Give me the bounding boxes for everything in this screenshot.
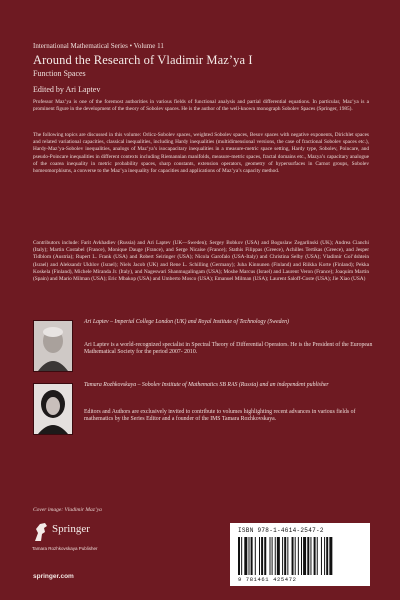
editor-bio: Ari Laptev is a world-recognized specialist in Spectral Theory of Differential Operators. He is the President of the European Mathematical Society for the period 2007- 2010. [84, 342, 373, 356]
contributors-paragraph: Contributors include: Farit Avkhadiev (Russia) and Ari Laptev (UK—Sweden); Sergey Bobkov (USA) and Boguslaw Zegarlinski (UK); Andrea Cianchi (Italy); Martin Costabel (France), Monique Dauge (France), and Serge Nicaise (France); Stathis Filippas (Greece), Achilles Tertikas (Greece), and Jesper Tidblom (Austria); Rupert L. Frank (USA) and Robert Seiringer (USA); Nicola Garofalo (USA-Italy) and Christina Selby (USA); Vladimir Gol’dshtein (Israel) and Aleksandr Ukhlov (Israel); Niels Jacob (UK) and Rene L. Schilling (Germany); Juha Kinnunen (Finland) and Riikka Korte (Finland); Pekka Koskela (Finland), Michele Miranda Jr. (Italy), and Nageswari Shanmugalingam (USA); Moshe Marcus (Israel) and Laurent Veron (France); Joaquim Martin (Spain) and Mario Milman (USA); Eric Mbakop (USA) and Umberto Mosco (USA); Emanuel Milman (USA); Laurent Saloff-Coste (USA); Jie Xiao (USA) [33, 240, 369, 283]
springer-horse-icon [32, 521, 50, 543]
edited-by: Edited by Ari Laptev [33, 85, 101, 94]
barcode-box [230, 523, 370, 586]
intro-paragraph: Professor Maz’ya is one of the foremost authorities in various fields of functional analysis and partial differential equations. In particular, Maz’ya is a prominent figure in the development of the theory of Sobolev spaces. He is the author of the well-known monograph Sobolev Spaces (Springer, 1985). [33, 99, 369, 113]
publisher-heading: Tamara Rozhkovskaya – Sobolev Institute of Mathematics SB RAS (Russia) and an independent publisher [84, 382, 329, 388]
series-line: International Mathematical Series • Volume 11 [33, 42, 164, 50]
editor-heading: Ari Laptev – Imperial College London (UK) and Royal Institute of Technology (Sweden) [84, 319, 289, 325]
publisher-photo [33, 383, 73, 435]
book-title: Around the Research of Vladimir Maz’ya I [33, 53, 253, 67]
topics-paragraph: The following topics are discussed in this volume: Orlicz-Sobolev spaces, weighted Sobolev spaces, Besov spaces with negative exponents, Dirichlet spaces and related variational capacities, classical inequalities, including Hardy inequalities (multidimensional versions, the case of fractional Sobolev spaces etc.), Hardy-Maz’ya-Sobolev inequalities, analogs of Maz’ya’s isocapacitary inequalities in a measure-metric space setting, Hardy type, Sobolev, Poincare, and pseudo-Poincare inequalities in different contexts including Riemannian manifolds, measure-metric spaces, fractal domains etc., Mazya’s capacitary analogue of the coarea inequality in metric probability spaces, sharp constants, extension operators, geometry of hypersurfaces in Carnot groups, Sobolev homeomorphisms, a converse to the Maz’ya inequality for capacities and applications of Maz’ya’s capacity method. [33, 132, 369, 175]
cover-image-credit: Cover image: Vladimir Maz’ya [33, 507, 102, 513]
publisher-bio: Editors and Authors are exclusively invited to contribute to volumes highlighting recent advances in various fields of mathematics by the Series Editor and a founder of the IMS Tamara Rozhkovskaya. [84, 409, 356, 423]
editor-photo [33, 320, 73, 372]
isbn-text: ISBN 978-1-4614-2547-2 [238, 527, 324, 534]
barcode-icon [238, 537, 362, 575]
book-subtitle: Function Spaces [33, 69, 86, 78]
springer-logo [32, 521, 98, 557]
ean-digits: 9 781461 425472 [238, 576, 297, 583]
publisher-imprint: Tamara Rozhkovskaya Publisher [32, 546, 98, 551]
publisher-url: springer.com [33, 573, 74, 580]
springer-wordmark: Springer [52, 523, 90, 535]
